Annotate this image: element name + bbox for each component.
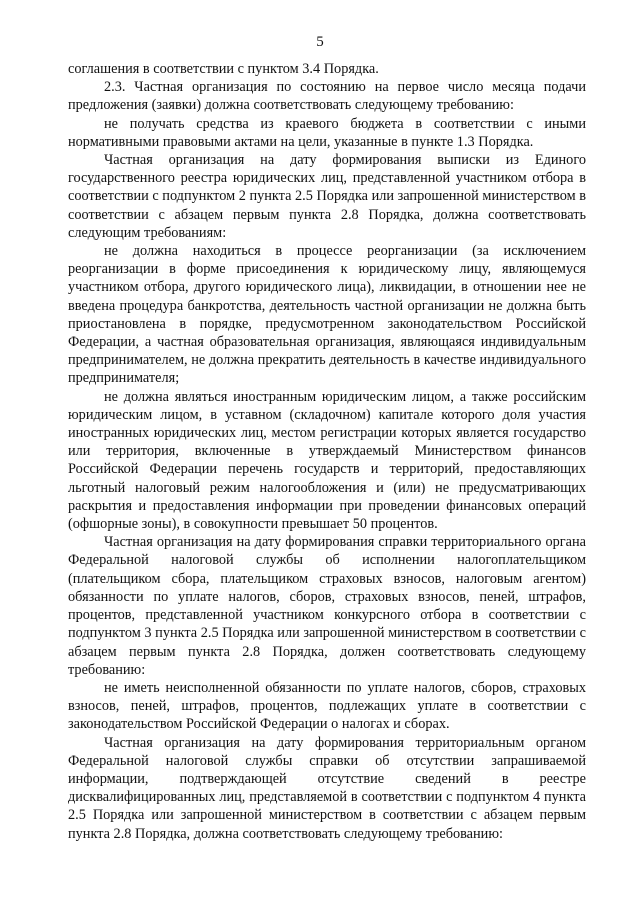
document-body [68, 60, 586, 843]
paragraph-foreign-entity: не должна являться иностранным юридическим лицом, а также российским юридическим лицом, в уставном (складочном) капитале которого доля участия иностранных юридических лиц, местом регистрации которых является государство или территория, включенные в утверждаемый Министерством финансов Российской Федерации перечень государств и территорий, предоставляющих льготный налоговый режим налогообложения и (или) не предусматривающих раскрытия и предоставления информации при проведении финансовых операций (офшорные зоны), в совокупности превышает 50 процентов. [68, 388, 586, 533]
page-number: 5 [316, 34, 324, 50]
paragraph-egrul-extract: Частная организация на дату формирования выписки из Единого государственного реестра юридических лиц, представленной участником отбора в соответствии с подпунктом 2 пункта 2.5 Порядка или запрошенной министерством в соответствии с абзацем первым пункта 2.8 Порядка, должна соответствовать следующим требованиям: [68, 152, 586, 241]
paragraph-disqualified-register: Частная организация на дату формирования территориальным органом Федеральной налоговой службы справки об отсутствии запрашиваемой информации, подтверждающей отсутствие сведений в реестре дисквалифицированных лиц, представляемой в соответствии с подпунктом 4 пункта 2.5 Порядка или запрошенной министерством в соответствии с абзацем первым пункта 2.8 Порядка, должна соответствовать следующему требованию: [68, 734, 586, 842]
paragraph-clause-2-3: 2.3. Частная организация по состоянию на первое число месяца подачи предложения (заявки) должна соответствовать следующему требованию: [68, 79, 586, 114]
paragraph-tax-certificate: Частная организация на дату формирования справки территориального органа Федеральной налоговой службы об исполнении налогоплательщиком (плательщиком сбора, плательщиком страховых взносов, налоговым агентом) обязанности по уплате налогов, сборов, страховых взносов, пеней, штрафов, процентов, представленной участником конкурсного отбора в соответствии с подпунктом 3 пункта 2.5 Порядка или запрошенной министерством в соответствии с абзацем первым пункта 2.8 Порядка, должен соответствовать следующему требованию: [68, 534, 586, 678]
paragraph-continuation: соглашения в соответствии с пунктом 3.4 Порядка. [68, 61, 379, 77]
paragraph-reorganization: не должна находиться в процессе реорганизации (за исключением реорганизации в форме присоединения к юридическому лицу, являющемуся участником отбора, другого юридического лица), ликвидации, в отношении нее не введена процедура банкротства, деятельность частной организации не должна быть приостановлена в порядке, предусмотренном законодательством Российской Федерации, а частная образовательная организация, являющаяся индивидуальным предпринимателем, не должна прекратить деятельность в качестве индивидуального предпринимателя; [68, 243, 586, 387]
paragraph-requirement-budget: не получать средства из краевого бюджета в соответствии с иными нормативными правовыми актами на цели, указанные в пункте 1.3 Порядка. [68, 115, 586, 150]
paragraph-no-tax-debt: не иметь неисполненной обязанности по уплате налогов, сборов, страховых взносов, пеней, штрафов, процентов, подлежащих уплате в соответствии с законодательством Российской Федерации о налогах и сборах. [68, 679, 586, 733]
